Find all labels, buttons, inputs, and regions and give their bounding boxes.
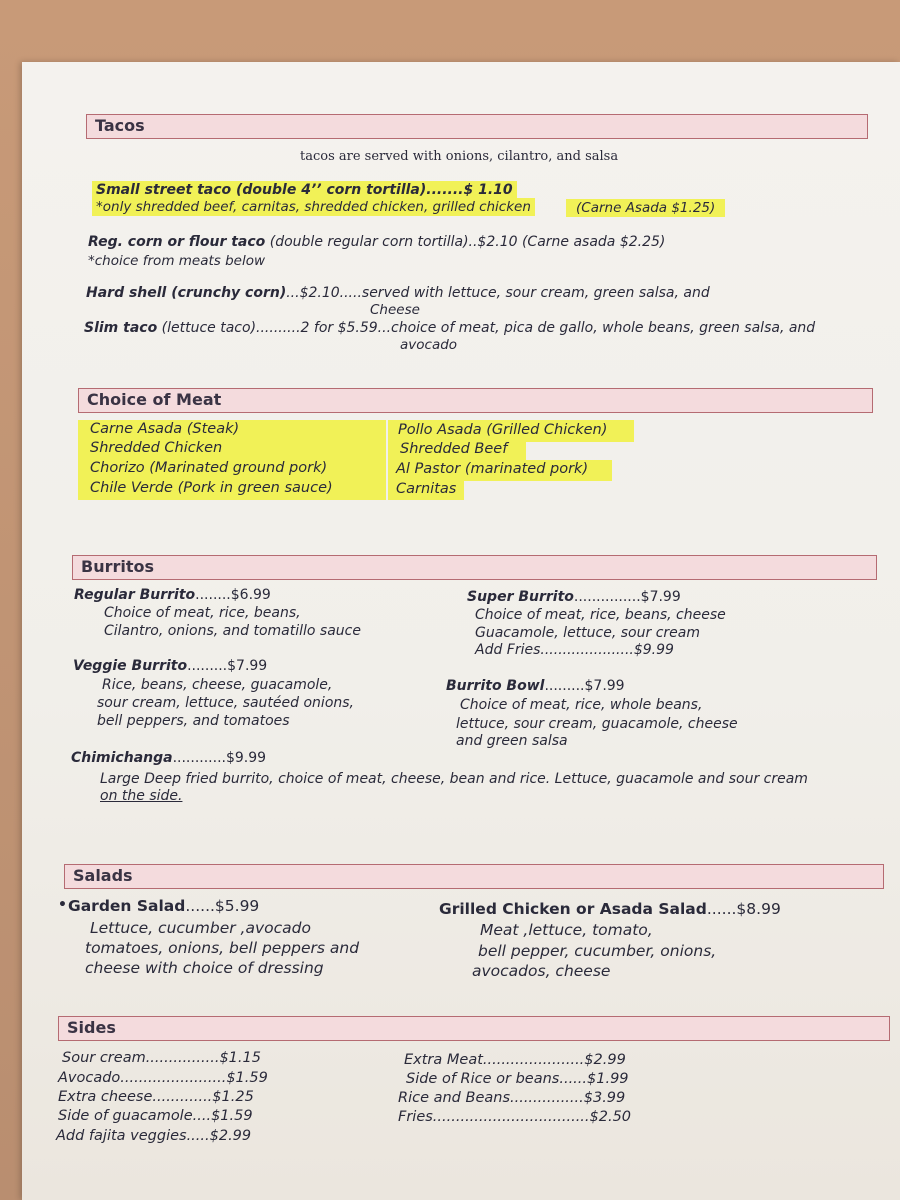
- grilled-salad-price: ......$8.99: [706, 900, 781, 918]
- regular-burrito: [74, 587, 271, 603]
- burrito-bowl-line: lettuce, sour cream, guacamole, cheese: [456, 716, 738, 732]
- slim-taco: [84, 320, 815, 336]
- chimichanga-name: Chimichanga: [71, 750, 173, 766]
- burrito-bowl-line: and green salsa: [456, 733, 568, 749]
- garden-salad-name: Garden Salad: [68, 897, 186, 915]
- meat-header: Choice of Meat: [78, 388, 873, 413]
- super-burrito-price: ...............$7.99: [573, 589, 681, 605]
- side-item: Add fajita veggies.....$2.99: [56, 1128, 252, 1144]
- side-item: Avocado.......................$1.59: [58, 1070, 268, 1086]
- burritos-header: Burritos: [72, 555, 877, 580]
- side-item: Extra Meat......................$2.99: [404, 1052, 626, 1068]
- super-burrito-name: Super Burrito: [467, 589, 574, 605]
- garden-salad-line: Lettuce, cucumber ,avocado: [90, 919, 311, 937]
- side-item: Rice and Beans................$3.99: [398, 1090, 626, 1106]
- burrito-bowl-name: Burrito Bowl: [446, 678, 545, 694]
- regular-taco-desc: (double regular corn tortilla)..$2.10 (Carne asada $2.25): [269, 234, 666, 250]
- chimichanga: [71, 750, 266, 766]
- grilled-salad-name: Grilled Chicken or Asada Salad: [439, 900, 707, 918]
- grilled-salad: [439, 900, 781, 918]
- regular-taco: [88, 234, 665, 250]
- meat-item: Shredded Chicken: [90, 440, 223, 456]
- hard-shell-desc: ...$2.10.....served with lettuce, sour cream, green salsa, and: [286, 285, 710, 301]
- burrito-bowl-price: .........$7.99: [544, 678, 625, 694]
- side-item: Extra cheese.............$1.25: [58, 1089, 254, 1105]
- hard-shell-name: Hard shell (crunchy corn): [86, 285, 287, 301]
- small-taco-note: *only shredded beef, carnitas, shredded chicken, grilled chicken: [92, 198, 535, 216]
- meat-item: Al Pastor (marinated pork): [396, 461, 589, 477]
- veggie-burrito-line: sour cream, lettuce, sautéed onions,: [97, 695, 354, 711]
- chimichanga-desc: Large Deep fried burrito, choice of meat, cheese, bean and rice. Lettuce, guacamole and sour cream: [100, 771, 808, 787]
- garden-salad-line: cheese with choice of dressing: [85, 959, 324, 977]
- side-item: Side of guacamole....$1.59: [58, 1108, 253, 1124]
- veggie-burrito-name: Veggie Burrito: [73, 658, 188, 674]
- hard-shell-desc2: Cheese: [370, 302, 420, 318]
- meat-item: Carnitas: [396, 481, 457, 497]
- veggie-burrito-line: bell peppers, and tomatoes: [97, 713, 290, 729]
- veggie-burrito: [73, 658, 267, 674]
- super-burrito-line: Choice of meat, rice, beans, cheese: [475, 607, 726, 623]
- grilled-salad-line: avocados, cheese: [472, 962, 611, 980]
- regular-burrito-line: Cilantro, onions, and tomatillo sauce: [104, 623, 361, 639]
- grilled-salad-line: Meat ,lettuce, tomato,: [480, 921, 653, 939]
- regular-taco-name: Reg. corn or flour taco: [88, 234, 266, 250]
- meat-item: Shredded Beef: [400, 441, 508, 457]
- slim-taco-desc: (lettuce taco)..........2 for $5.59...choice of meat, pica de gallo, whole beans, green salsa, and: [161, 320, 816, 336]
- grilled-salad-line: bell pepper, cucumber, onions,: [478, 942, 717, 960]
- regular-burrito-price: ........$6.99: [195, 587, 271, 603]
- super-burrito-line: Add Fries.....................$9.99: [475, 642, 674, 658]
- regular-taco-note: *choice from meats below: [88, 253, 266, 269]
- tacos-header: Tacos: [86, 114, 868, 139]
- side-item: Fries..................................$2.50: [398, 1109, 632, 1125]
- bullet: •: [58, 897, 67, 913]
- meat-item: Carne Asada (Steak): [90, 421, 240, 437]
- hard-shell-taco: [86, 285, 710, 301]
- sides-header: Sides: [58, 1016, 890, 1041]
- meat-item: Chorizo (Marinated ground pork): [90, 460, 328, 476]
- garden-salad-price: ......$5.99: [185, 897, 260, 915]
- burrito-bowl-line: Choice of meat, rice, whole beans,: [460, 697, 703, 713]
- super-burrito: [467, 589, 681, 605]
- regular-burrito-line: Choice of meat, rice, beans,: [104, 605, 301, 621]
- regular-burrito-name: Regular Burrito: [74, 587, 196, 603]
- slim-taco-desc2: avocado: [400, 337, 458, 353]
- slim-taco-name: Slim taco: [84, 320, 158, 336]
- side-item: Sour cream................$1.15: [62, 1050, 261, 1066]
- chimichanga-desc2: on the side.: [100, 788, 183, 804]
- salads-header: Salads: [64, 864, 884, 889]
- super-burrito-line: Guacamole, lettuce, sour cream: [475, 625, 700, 641]
- small-taco-name: Small street taco (double 4’’ corn tortilla).......$ 1.10: [92, 181, 517, 199]
- garden-salad: [68, 897, 259, 915]
- veggie-burrito-price: .........$7.99: [187, 658, 268, 674]
- small-taco-extra: (Carne Asada $1.25): [566, 199, 725, 217]
- burrito-bowl: [446, 678, 625, 694]
- garden-salad-line: tomatoes, onions, bell peppers and: [85, 939, 360, 957]
- meat-item: Pollo Asada (Grilled Chicken): [398, 422, 608, 438]
- side-item: Side of Rice or beans......$1.99: [406, 1071, 629, 1087]
- tacos-subtitle: tacos are served with onions, cilantro, and salsa: [300, 149, 619, 164]
- chimichanga-price: ............$9.99: [172, 750, 267, 766]
- meat-item: Chile Verde (Pork in green sauce): [90, 480, 333, 496]
- veggie-burrito-line: Rice, beans, cheese, guacamole,: [102, 677, 333, 693]
